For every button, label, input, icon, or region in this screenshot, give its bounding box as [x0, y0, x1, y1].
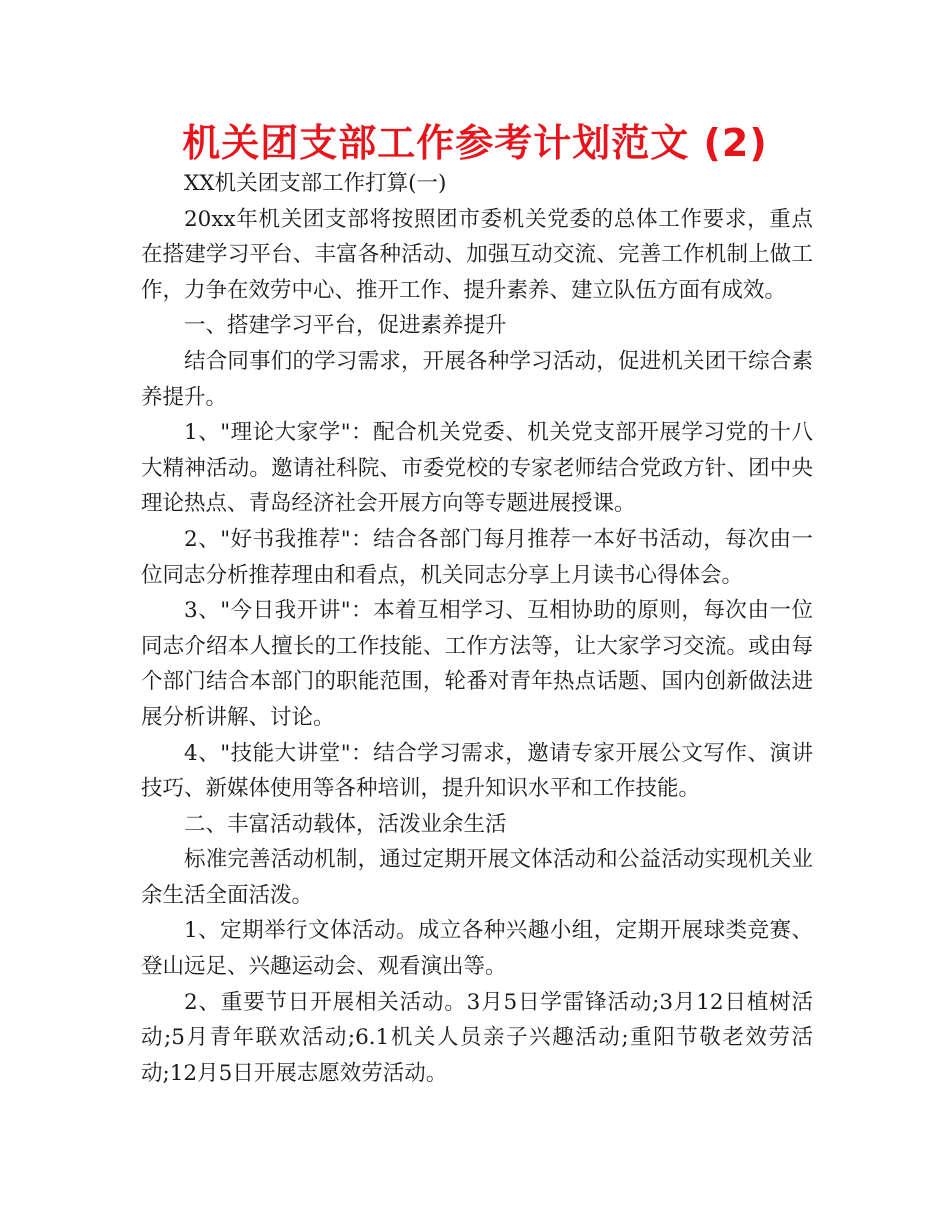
document-body — [141, 166, 813, 1091]
paragraph: 1、"理论大家学"：配合机关党委、机关党支部开展学习党的十八大精神活动。邀请社科院、市委党校的专家老师结合党政方针、团中央理论热点、青岛经济社会开展方向等专题进展授课。 — [141, 420, 813, 517]
paragraph: 20xx年机关团支部将按照团市委机关党委的总体工作要求，重点在搭建学习平台、丰富各种活动、加强互动交流、完善工作机制上做工作，力争在效劳中心、推开工作、提升素养、建立队伍方面有成效。 — [141, 206, 813, 303]
paragraph: XX机关团支部工作打算(一) — [184, 171, 447, 196]
section-heading: 一、搭建学习平台，促进素养提升 — [184, 313, 507, 339]
paragraph: 4、"技能大讲堂"：结合学习需求，邀请专家开展公文写作、演讲技巧、新媒体使用等各种培训，提升知识水平和工作技能。 — [141, 740, 813, 802]
paragraph: 2、"好书我推荐"：结合各部门每月推荐一本好书活动，每次由一位同志分析推荐理由和看点，机关同志分享上月读书心得体会。 — [141, 526, 813, 588]
paragraph: 3、"今日我开讲"：本着互相学习、互相协助的原则，每次由一位同志介绍本人擅长的工作技能、工作方法等，让大家学习交流。或由每个部门结合本部门的职能范围，轮番对青年热点话题、国内创新做法进展分析讲解、讨论。 — [141, 598, 813, 730]
paragraph: 结合同事们的学习需求，开展各种学习活动，促进机关团干综合素养提升。 — [141, 348, 813, 410]
document-title: 机关团支部工作参考计划范文 (2) — [182, 121, 768, 165]
section-heading: 二、丰富活动载体，活泼业余生活 — [184, 811, 507, 837]
paragraph: 标准完善活动机制，通过定期开展文体活动和公益活动实现机关业余生活全面活泼。 — [141, 847, 813, 908]
paragraph: 2、重要节日开展相关活动。3月5日学雷锋活动;3月12日植树活动;5月青年联欢活动;6.1机关人员亲子兴趣活动;重阳节敬老效劳活动;12月5日开展志愿效劳活动。 — [141, 989, 813, 1086]
paragraph: 1、定期举行文体活动。成立各种兴趣小组，定期开展球类竞赛、登山远足、兴趣运动会、观看演出等。 — [141, 918, 813, 980]
